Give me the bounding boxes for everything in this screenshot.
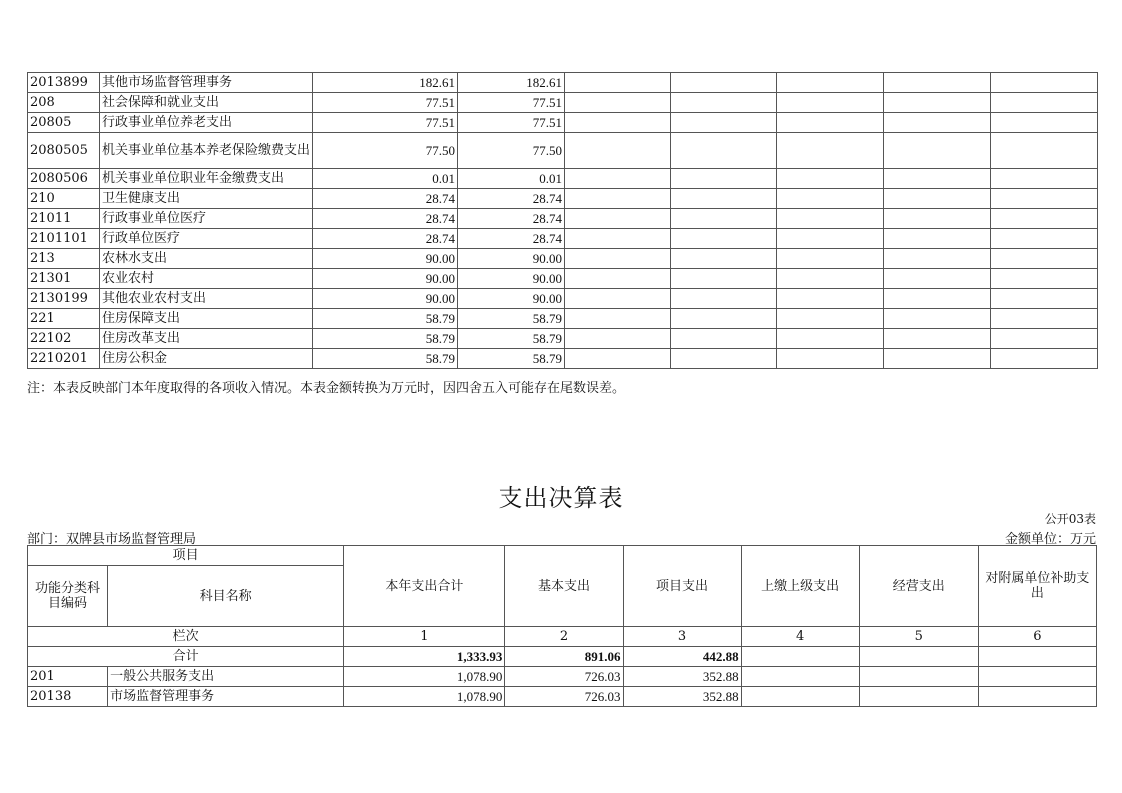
empty-cell — [884, 133, 991, 169]
value-cell: 28.74 — [313, 209, 458, 229]
total-cell: 1,333.93 — [344, 647, 505, 667]
empty-cell — [565, 229, 671, 249]
page-title: 支出决算表 — [498, 484, 624, 512]
empty-cell — [565, 309, 671, 329]
name-cell: 农林水支出 — [100, 249, 313, 269]
empty-cell — [671, 229, 777, 249]
code-cell: 20805 — [28, 113, 100, 133]
empty-cell — [671, 349, 777, 369]
name-cell: 一般公共服务支出 — [108, 667, 344, 687]
code-cell: 2080505 — [28, 133, 100, 169]
value-cell: 77.51 — [458, 113, 565, 133]
value-cell: 0.01 — [458, 169, 565, 189]
empty-cell — [884, 269, 991, 289]
empty-cell — [565, 349, 671, 369]
empty-cell — [565, 289, 671, 309]
empty-cell — [884, 349, 991, 369]
empty-cell — [777, 349, 884, 369]
value-cell: 77.51 — [313, 113, 458, 133]
empty-cell — [884, 229, 991, 249]
empty-cell — [565, 93, 671, 113]
total-cell: 1,078.90 — [344, 687, 505, 707]
empty-cell — [884, 209, 991, 229]
column-number: 2 — [505, 627, 623, 647]
empty-cell — [565, 249, 671, 269]
column-number: 1 — [344, 627, 505, 647]
code-cell: 221 — [28, 309, 100, 329]
empty-cell — [884, 93, 991, 113]
header-subsidy: 对附属单位补助支出 — [978, 546, 1096, 627]
name-cell: 行政事业单位医疗 — [100, 209, 313, 229]
table-row — [28, 169, 1098, 189]
empty-cell — [859, 667, 978, 687]
value-cell: 90.00 — [313, 249, 458, 269]
empty-cell — [565, 133, 671, 169]
empty-cell — [991, 189, 1098, 209]
code-cell: 22102 — [28, 329, 100, 349]
name-cell: 社会保障和就业支出 — [100, 93, 313, 113]
code-cell: 20138 — [28, 687, 108, 707]
unit-label: 金额单位：万元 — [1004, 532, 1096, 547]
empty-cell — [777, 93, 884, 113]
header-project: 项目支出 — [623, 546, 741, 627]
table-row — [28, 73, 1098, 93]
value-cell: 0.01 — [313, 169, 458, 189]
empty-cell — [671, 309, 777, 329]
empty-cell — [991, 289, 1098, 309]
table-row — [28, 133, 1098, 169]
empty-cell — [671, 189, 777, 209]
empty-cell — [671, 249, 777, 269]
empty-cell — [991, 169, 1098, 189]
empty-cell — [991, 229, 1098, 249]
empty-cell — [777, 309, 884, 329]
project-cell: 352.88 — [623, 687, 741, 707]
empty-cell — [884, 329, 991, 349]
empty-cell — [978, 667, 1096, 687]
expense-table — [27, 545, 1097, 707]
table-row — [28, 209, 1098, 229]
code-cell: 2130199 — [28, 289, 100, 309]
header-item: 项目 — [28, 546, 344, 566]
header-name: 科目名称 — [108, 566, 344, 627]
name-cell: 其他农业农村支出 — [100, 289, 313, 309]
empty-cell — [991, 329, 1098, 349]
value-cell: 58.79 — [313, 329, 458, 349]
value-cell: 90.00 — [458, 269, 565, 289]
value-cell: 90.00 — [313, 289, 458, 309]
empty-cell — [671, 269, 777, 289]
empty-cell — [777, 73, 884, 93]
value-cell: 28.74 — [458, 209, 565, 229]
empty-cell — [777, 329, 884, 349]
header-upper: 上缴上级支出 — [741, 546, 859, 627]
table-row — [28, 289, 1098, 309]
total-row — [28, 647, 1097, 667]
empty-cell — [991, 249, 1098, 269]
empty-cell — [859, 687, 978, 707]
column-number: 5 — [859, 627, 978, 647]
table-row — [28, 93, 1098, 113]
table-row — [28, 113, 1098, 133]
name-cell: 机关事业单位基本养老保险缴费支出 — [100, 133, 313, 169]
empty-cell — [777, 209, 884, 229]
income-table-note: 注：本表反映部门本年度取得的各项收入情况。本表金额转换为万元时，因四舍五入可能存在尾数误差。 — [27, 381, 626, 396]
table-row — [28, 309, 1098, 329]
project-cell: 442.88 — [623, 647, 741, 667]
name-cell: 其他市场监督管理事务 — [100, 73, 313, 93]
income-table — [27, 72, 1098, 369]
value-cell: 58.79 — [458, 309, 565, 329]
column-number: 3 — [623, 627, 741, 647]
value-cell: 58.79 — [313, 309, 458, 329]
code-cell: 2080506 — [28, 169, 100, 189]
table-row — [28, 667, 1097, 687]
value-cell: 182.61 — [458, 73, 565, 93]
empty-cell — [777, 289, 884, 309]
header-basic: 基本支出 — [505, 546, 623, 627]
code-cell: 210 — [28, 189, 100, 209]
value-cell: 77.50 — [313, 133, 458, 169]
empty-cell — [884, 169, 991, 189]
total-label: 合计 — [28, 647, 344, 667]
empty-cell — [777, 229, 884, 249]
header-total: 本年支出合计 — [344, 546, 505, 627]
empty-cell — [884, 73, 991, 93]
empty-cell — [884, 289, 991, 309]
value-cell: 28.74 — [313, 189, 458, 209]
header-business: 经营支出 — [859, 546, 978, 627]
empty-cell — [671, 169, 777, 189]
empty-cell — [884, 189, 991, 209]
empty-cell — [565, 189, 671, 209]
code-cell: 2210201 — [28, 349, 100, 369]
code-cell: 208 — [28, 93, 100, 113]
empty-cell — [884, 309, 991, 329]
empty-cell — [671, 113, 777, 133]
name-cell: 市场监督管理事务 — [108, 687, 344, 707]
total-cell: 1,078.90 — [344, 667, 505, 687]
value-cell: 77.51 — [313, 93, 458, 113]
basic-cell: 726.03 — [505, 687, 623, 707]
empty-cell — [991, 269, 1098, 289]
value-cell: 28.74 — [458, 189, 565, 209]
empty-cell — [671, 73, 777, 93]
code-cell: 2101101 — [28, 229, 100, 249]
table-row — [28, 189, 1098, 209]
value-cell: 58.79 — [313, 349, 458, 369]
basic-cell: 726.03 — [505, 667, 623, 687]
empty-cell — [565, 269, 671, 289]
empty-cell — [777, 269, 884, 289]
table-row — [28, 687, 1097, 707]
column-label: 栏次 — [28, 627, 344, 647]
table-row — [28, 229, 1098, 249]
empty-cell — [978, 687, 1096, 707]
code-cell: 2013899 — [28, 73, 100, 93]
code-cell: 21301 — [28, 269, 100, 289]
empty-cell — [777, 113, 884, 133]
value-cell: 58.79 — [458, 349, 565, 369]
empty-cell — [777, 169, 884, 189]
table-row — [28, 249, 1098, 269]
column-number: 6 — [978, 627, 1096, 647]
empty-cell — [991, 93, 1098, 113]
empty-cell — [565, 329, 671, 349]
name-cell: 行政单位医疗 — [100, 229, 313, 249]
empty-cell — [991, 349, 1098, 369]
project-cell: 352.88 — [623, 667, 741, 687]
empty-cell — [671, 329, 777, 349]
value-cell: 77.50 — [458, 133, 565, 169]
empty-cell — [565, 169, 671, 189]
value-cell: 90.00 — [313, 269, 458, 289]
empty-cell — [777, 189, 884, 209]
value-cell: 28.74 — [458, 229, 565, 249]
empty-cell — [671, 209, 777, 229]
table-row — [28, 349, 1098, 369]
empty-cell — [991, 209, 1098, 229]
name-cell: 农业农村 — [100, 269, 313, 289]
code-cell: 21011 — [28, 209, 100, 229]
value-cell: 28.74 — [313, 229, 458, 249]
form-code: 公开03表 — [1044, 512, 1096, 526]
name-cell: 卫生健康支出 — [100, 189, 313, 209]
value-cell: 182.61 — [313, 73, 458, 93]
empty-cell — [777, 133, 884, 169]
empty-cell — [671, 133, 777, 169]
name-cell: 住房保障支出 — [100, 309, 313, 329]
empty-cell — [859, 647, 978, 667]
empty-cell — [741, 687, 859, 707]
empty-cell — [565, 209, 671, 229]
header-code: 功能分类科目编码 — [28, 566, 108, 627]
empty-cell — [884, 113, 991, 133]
name-cell: 行政事业单位养老支出 — [100, 113, 313, 133]
name-cell: 住房公积金 — [100, 349, 313, 369]
empty-cell — [991, 133, 1098, 169]
code-cell: 201 — [28, 667, 108, 687]
basic-cell: 891.06 — [505, 647, 623, 667]
empty-cell — [978, 647, 1096, 667]
empty-cell — [671, 289, 777, 309]
empty-cell — [741, 647, 859, 667]
table-row — [28, 329, 1098, 349]
empty-cell — [991, 73, 1098, 93]
name-cell: 住房改革支出 — [100, 329, 313, 349]
value-cell: 77.51 — [458, 93, 565, 113]
column-number: 4 — [741, 627, 859, 647]
department-label: 部门：双牌县市场监督管理局 — [27, 532, 197, 547]
table-row — [28, 269, 1098, 289]
empty-cell — [565, 113, 671, 133]
empty-cell — [991, 113, 1098, 133]
empty-cell — [777, 249, 884, 269]
empty-cell — [884, 249, 991, 269]
empty-cell — [991, 309, 1098, 329]
name-cell: 机关事业单位职业年金缴费支出 — [100, 169, 313, 189]
empty-cell — [565, 73, 671, 93]
value-cell: 90.00 — [458, 249, 565, 269]
value-cell: 58.79 — [458, 329, 565, 349]
value-cell: 90.00 — [458, 289, 565, 309]
code-cell: 213 — [28, 249, 100, 269]
empty-cell — [741, 667, 859, 687]
empty-cell — [671, 93, 777, 113]
